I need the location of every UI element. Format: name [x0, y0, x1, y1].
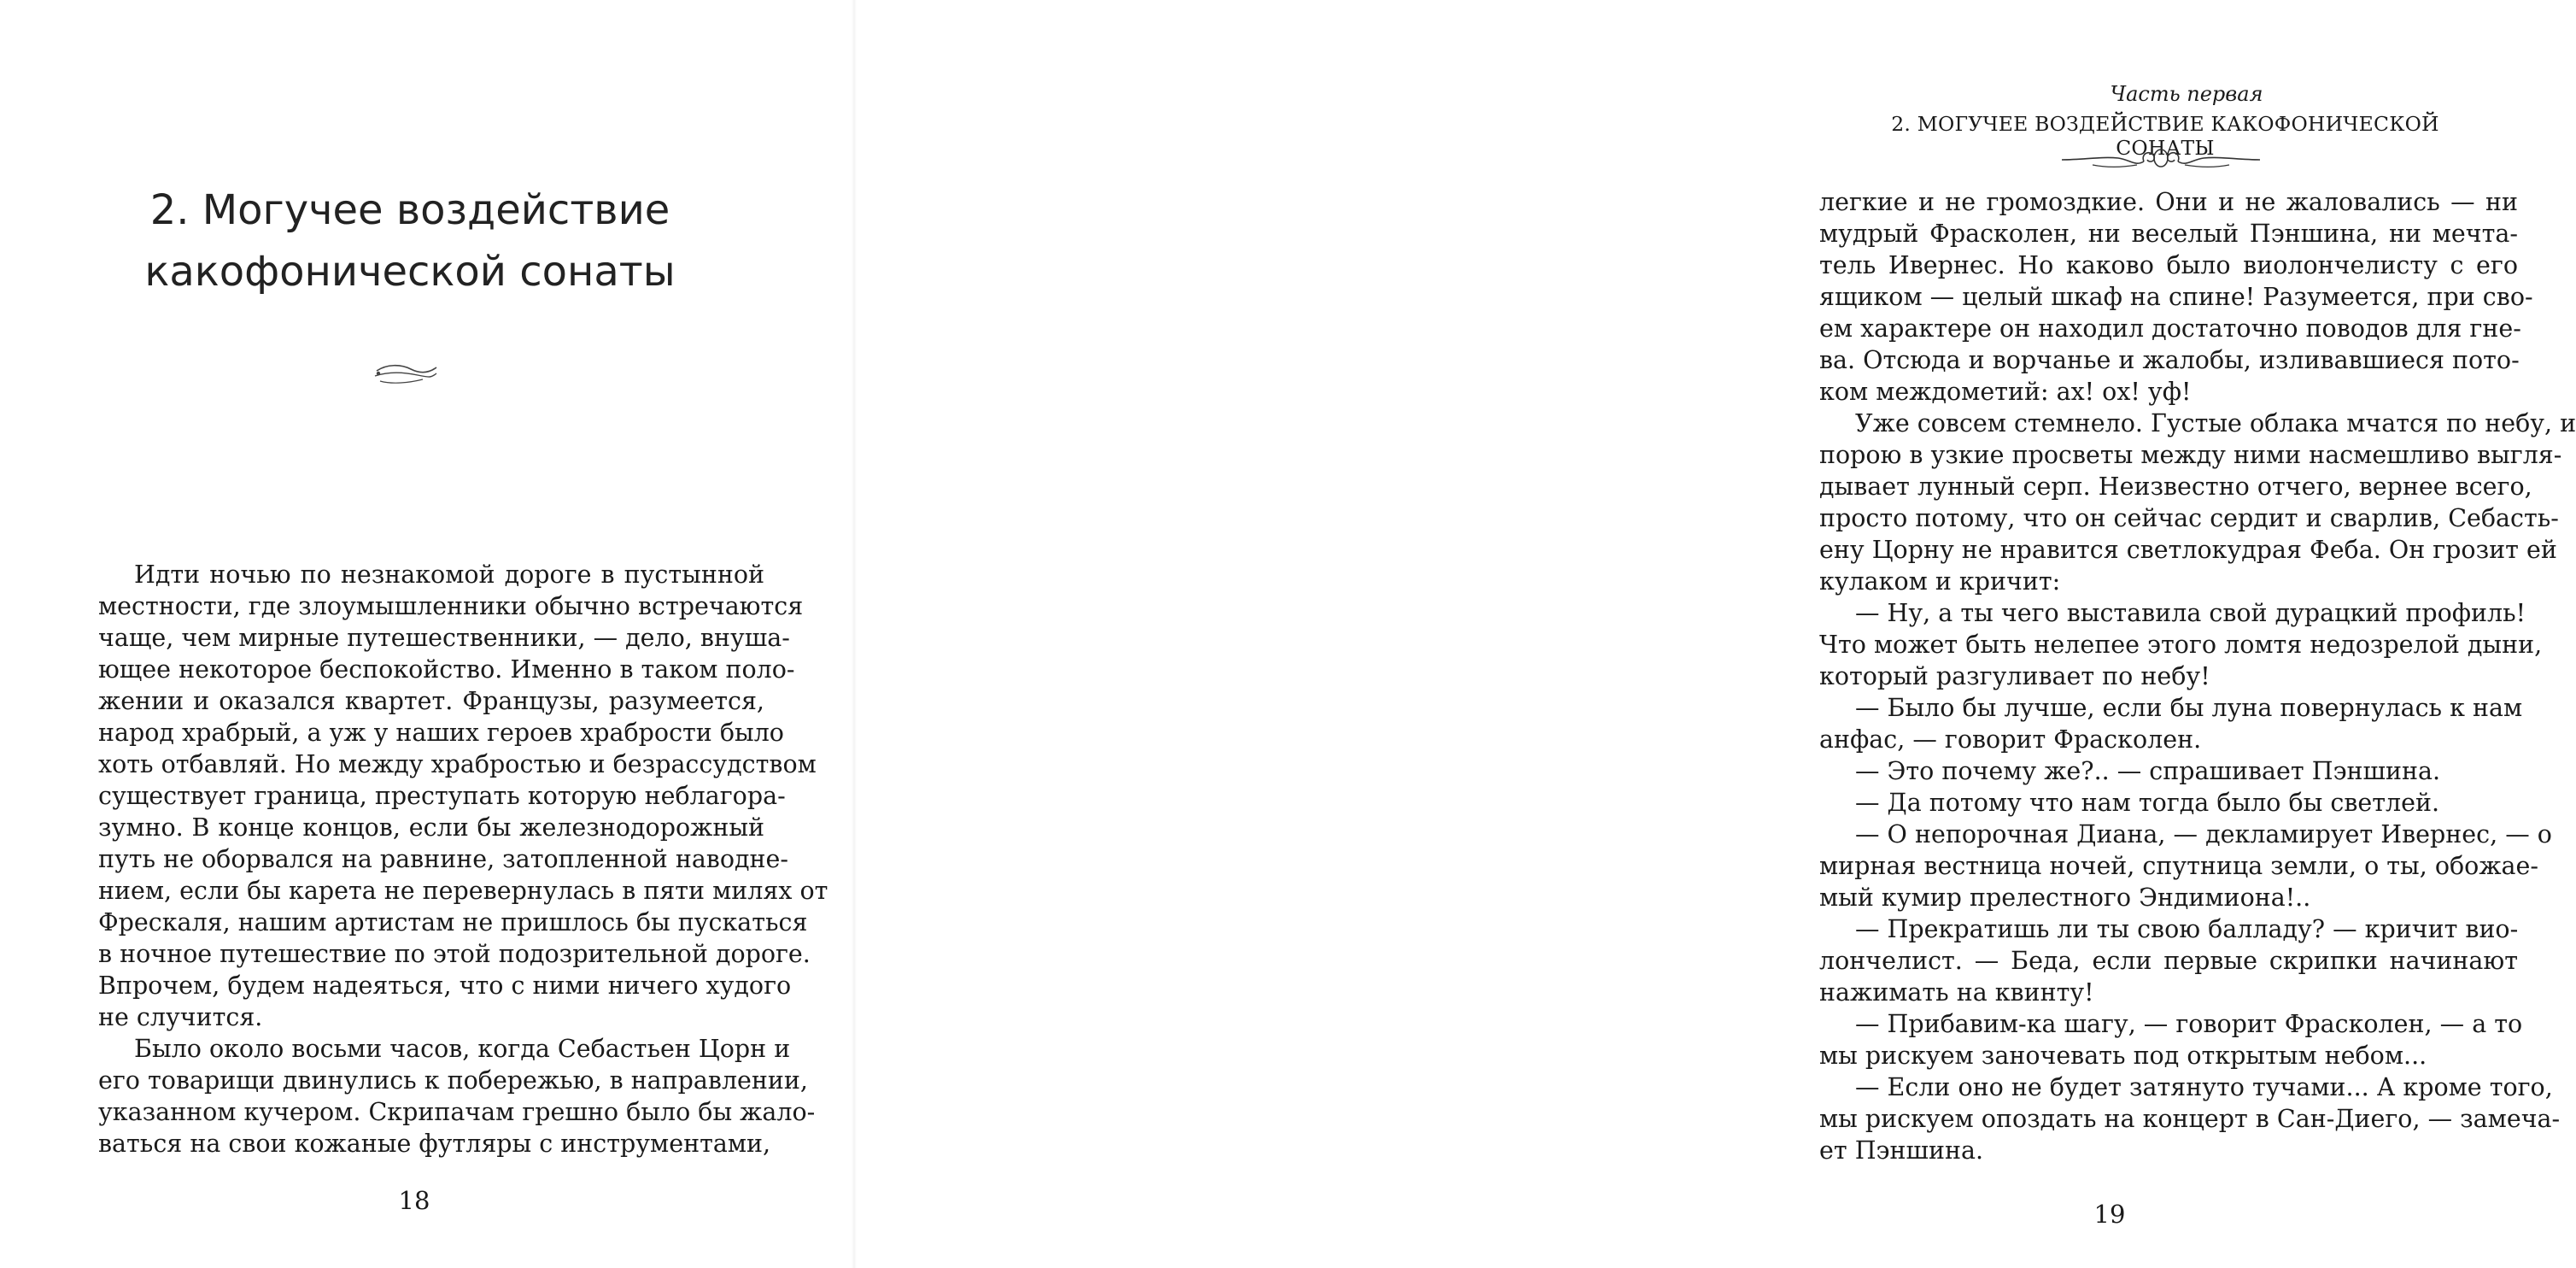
text-line: нажимать на квинту! — [1819, 978, 2094, 1007]
text-line: Уже совсем стемнело. Густые облака мчатся по небу, и — [1855, 409, 2576, 437]
text-line: местности, где злоумышленники обычно встречаются — [98, 592, 804, 620]
text-line: — Да потому что нам тогда было бы светлей. — [1855, 789, 2440, 817]
text-line: мудрый Фрасколен, ни веселый Пэншина, ни мечта- — [1819, 220, 2518, 248]
running-head-part: Часть первая — [2110, 82, 2263, 106]
text-line: дывает лунный серп. Неизвестно отчего, вернее всего, — [1819, 473, 2532, 501]
text-line: зумно. В конце концов, если бы железнодорожный — [98, 813, 764, 842]
text-line: ваться на свои кожаные футляры с инструментами, — [98, 1130, 771, 1158]
text-line: который разгуливает по небу! — [1819, 662, 2210, 690]
text-line: его товарищи двинулись к побережью, в направлении, — [98, 1066, 808, 1095]
text-line: ет Пэншина. — [1819, 1136, 1984, 1165]
chapter-title-line: какофонической сонаты — [144, 248, 676, 296]
text-line: указанном кучером. Скрипачам грешно было бы жало- — [98, 1098, 816, 1126]
text-line: не случится. — [98, 1003, 263, 1031]
text-line: ком междометий: ах! ох! уф! — [1819, 378, 2192, 406]
text-line: Фрескаля, нашим артистам не пришлось бы пускаться — [98, 908, 808, 936]
scroll-flourish-icon — [2058, 141, 2263, 175]
text-line: жении и оказался квартет. Французы, разумеется, — [98, 687, 764, 715]
right-body-text — [1819, 186, 2576, 1166]
page-number: 18 — [398, 1186, 430, 1215]
text-line: мый кумир прелестного Эндимиона!.. — [1819, 883, 2311, 912]
text-line: — Прекратишь ли ты свою балладу? — кричит вио- — [1855, 915, 2519, 943]
chapter-title-line: 2. Могучее воздействие — [149, 186, 670, 234]
text-line: существует граница, преступать которую неблагора- — [98, 782, 786, 810]
text-line: тель Ивернес. Но каково было виолончелисту с его — [1819, 251, 2518, 279]
text-line: мирная вестница ночей, спутница земли, о ты, обожае- — [1819, 852, 2539, 880]
text-line: Идти ночью по незнакомой дороге в пустынной — [134, 561, 764, 589]
text-line: — Было бы лучше, если бы луна повернулась к нам — [1855, 694, 2523, 722]
text-line: — О непорочная Диана, — декламирует Ивернес, — о — [1855, 820, 2552, 848]
text-line: Впрочем, будем надеяться, что с ними ничего худого — [98, 972, 792, 1000]
text-line: ющее некоторое беспокойство. Именно в таком поло- — [98, 655, 795, 684]
text-line: лончелист. — Беда, если первые скрипки начинают — [1819, 947, 2518, 975]
text-line: ва. Отсюда и ворчанье и жалобы, изливавшиеся пото- — [1819, 346, 2520, 374]
left-body-text — [98, 559, 828, 1159]
text-line: чаще, чем мирные путешественники, — дело, внуша- — [98, 624, 790, 652]
text-line: Что может быть нелепее этого ломтя недозрелой дыни, — [1819, 631, 2543, 659]
text-line: хоть отбавляй. Но между храбростью и безрассудством — [98, 750, 817, 778]
text-line: Было около восьми часов, когда Себастьен Цорн и — [134, 1035, 791, 1063]
text-line: — Ну, а ты чего выставила свой дурацкий профиль! — [1855, 599, 2526, 627]
text-line: в ночное путешествие по этой подозрительной дороге. — [98, 940, 811, 968]
text-line: кулаком и кричит: — [1819, 567, 2061, 596]
text-line: путь не оборвался на равнине, затопленной наводне- — [98, 845, 789, 873]
small-flourish-icon — [372, 359, 440, 388]
text-line: — Прибавим-ка шагу, — говорит Фрасколен, — а то — [1855, 1010, 2523, 1038]
text-line: анфас, — говорит Фрасколен. — [1819, 725, 2202, 754]
text-line: ену Цорну не нравится светлокудрая Феба. Он грозит ей — [1819, 536, 2557, 564]
text-line: — Это почему же?.. — спрашивает Пэншина. — [1855, 757, 2441, 785]
right-page — [854, 0, 2576, 1268]
chapter-title — [102, 179, 717, 302]
text-line: мы рискуем опоздать на концерт в Сан-Диего, — замеча- — [1819, 1105, 2561, 1133]
text-line: ем характере он находил достаточно поводов для гне- — [1819, 314, 2521, 343]
text-line: просто потому, что он сейчас сердит и сварлив, Себасть- — [1819, 504, 2559, 532]
text-line: порою в узкие просветы между ними насмешливо выгля- — [1819, 441, 2562, 469]
text-line: ящиком — целый шкаф на спине! Разумеется, при сво- — [1819, 283, 2533, 311]
text-line: народ храбрый, а уж у наших героев храбрости было — [98, 719, 784, 747]
text-line: нием, если бы карета не перевернулась в пяти милях от — [98, 877, 828, 905]
page-number: 19 — [2093, 1200, 2126, 1229]
text-line: легкие и не громоздкие. Они и не жаловались — ни — [1819, 188, 2518, 216]
left-page — [0, 0, 854, 1268]
running-head-chapter: 2. МОГУЧЕЕ ВОЗДЕЙСТВИЕ КАКОФОНИЧЕСКОЙ СОНАТЫ — [1891, 112, 2439, 160]
text-line: мы рискуем заночевать под открытым небом... — [1819, 1042, 2427, 1070]
text-line: — Если оно не будет затянуто тучами... А кроме того, — [1855, 1073, 2553, 1101]
